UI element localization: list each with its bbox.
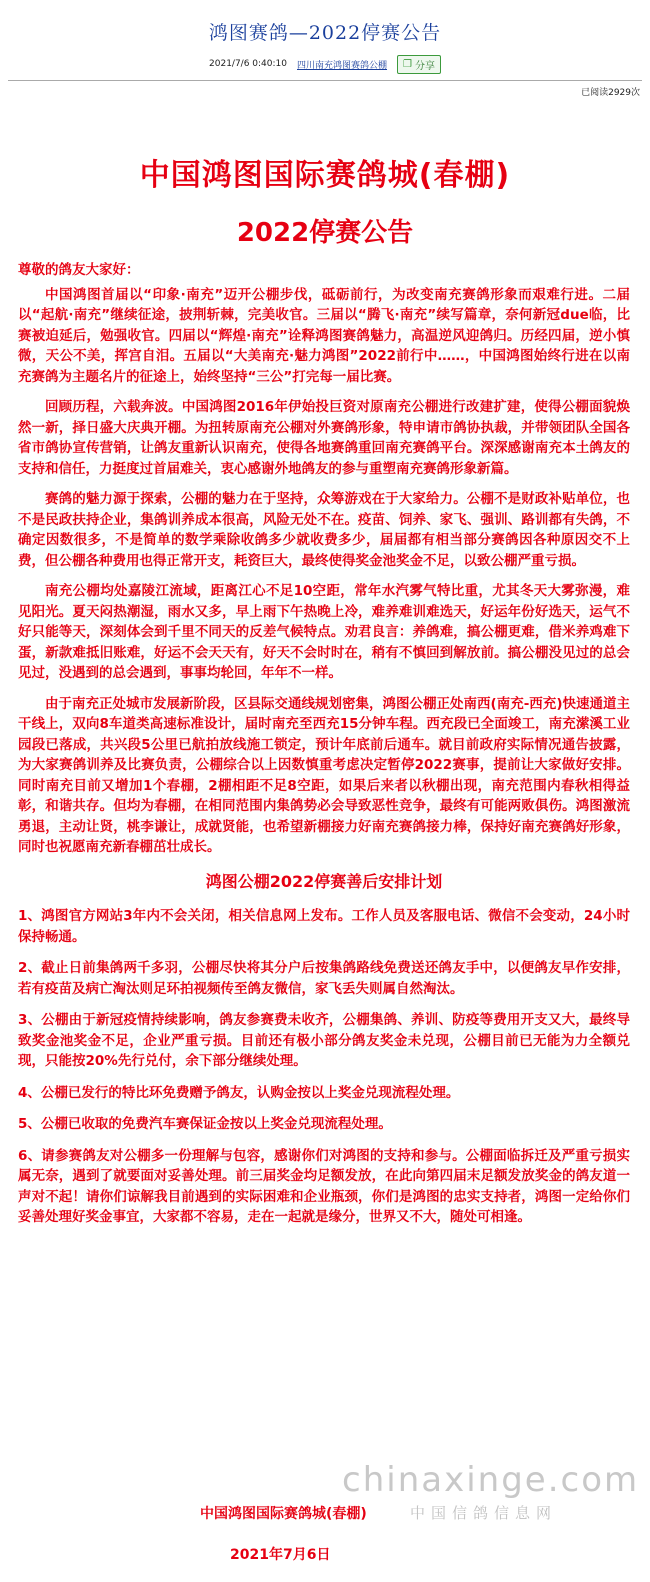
read-count: 已阅读2929次 (581, 88, 640, 98)
doc-date: 2021年7月6日 (230, 1547, 331, 1563)
plan-item: 6、请参赛鸽友对公棚多一份理解与包容，感谢你们对鸿图的支持和参与。公棚面临拆迁及严重亏损实属无奈，遇到了就要面对妥善处理。前三届奖金均足额发放，在此向第四届末足额发放奖金的鸽友道一声对不起！请你们谅解我目前遇到的实际困难和企业瓶颈，你们是鸿图的忠实支持者，鸿图一定给你们妥善处理好奖金事宜，大家都不容易，走在一起就是缘分，世界又不大，随处可相逢。 (18, 1147, 630, 1225)
share-label: 分享 (414, 60, 435, 72)
plan-title: 鸿图公棚2022停赛善后安排计划 (205, 871, 443, 891)
plan-item: 4、公棚已发行的特比环免费赠予鸽友，认购金按以上奖金兑现流程处理。 (18, 1084, 460, 1101)
meta-row (0, 52, 650, 76)
greeting: 尊敬的鸽友大家好： (18, 262, 140, 278)
source-link[interactable]: 四川南充鸿图赛鸽公棚 (297, 60, 388, 71)
doc-title: 中国鸿图国际赛鸽城(春棚) (139, 158, 511, 193)
doc-subtitle: 2022停赛公告 (236, 218, 414, 248)
paragraph: 回顾历程，六载奔波。中国鸿图2016年伊始投巨资对原南充公棚进行改建扩建，使得公棚面貌焕然一新，择日盛大庆典开棚。为扭转原南充公棚对外赛鸽形象，特申请市鸽协执裁，并带领团队全国各省市鸽协宣传营销，让鸽友重新认识南充，使得各地赛鸽重回南充赛鸽平台。深深感谢南充本土鸽友的支持和信任，力挺度过首届难关，衷心感谢外地鸽友的参与重塑南充赛鸽形象新篇。 (18, 399, 630, 477)
header-divider (8, 80, 642, 81)
page-title: 鸿图赛鸽—2022停赛公告 (208, 22, 442, 44)
plan-item: 3、公棚由于新冠疫情持续影响，鸽友参赛费未收齐，公棚集鸽、养训、防疫等费用开支又大，最终导致奖金池奖金不足，企业严重亏损。目前还有极小部分鸽友奖金未兑现，公棚目前已无能为力全额兑现，只能按20%先行兑付，余下部分继续处理。 (18, 1012, 630, 1069)
paragraph: 由于南充正处城市发展新阶段，区县际交通线规划密集，鸿图公棚正处南西(南充-西充)快速通道主干线上，双向8车道类高速标准设计，届时南充至西充15分钟车程。西充段已全面竣工，南充潆溪工业园段已落成，共兴段5公里已航拍放线施工锁定，预计年底前后通车。就目前政府实际情况通告披露，为大家赛鸽训养及比赛负责，公棚综合以上因数慎重考虑决定暂停2022赛事，提前让大家做好安排。同时南充目前又增加1个春棚，2棚相距不足8空距，如果后来者以秋棚出现，南充范围内春秋相得益彰，和谐共存。但均为春棚，在相同范围内集鸽势必会导致恶性竞争，最终有可能两败俱伤。鸿图激流勇退，主动让贤，桃李谦让，成就贤能，也希望新棚接力好南充赛鸽接力棒，保持好南充赛鸽好形象，同时也祝愿南充新春棚茁壮成长。 (18, 695, 630, 855)
publish-datetime: 2021/7/6 0:40:10 (209, 59, 287, 69)
doc-signature: 中国鸿图国际赛鸽城(春棚) (200, 1506, 367, 1522)
paragraph: 赛鸽的魅力源于探索，公棚的魅力在于坚持，众筹游戏在于大家给力。公棚不是财政补贴单位，也不是民政扶持企业，集鸽训养成本很高，风险无处不在。疫苗、饲养、家飞、强训、路训都有失鸽，不确定因数很多，不是简单的数学乘除收鸽多少就收费多少，届届都有相当部分赛鸽因各种原因交不上费，但公棚各种费用也得正常开支，耗资巨大，最终使得奖金池奖金不足，以致公棚严重亏损。 (18, 491, 630, 569)
share-button[interactable] (397, 55, 441, 74)
plan-item: 2、截止日前集鸽两千多羽，公棚尽快将其分户后按集鸽路线免费送还鸽友手中，以便鸽友早作安排，若有疫苗及病亡淘汰则足环拍视频传至鸽友微信，家飞丢失则属自然淘汰。 (18, 960, 630, 997)
article-header (0, 0, 650, 99)
watermark-cn: 中国信鸽信息网 (410, 1504, 558, 1522)
paragraph: 南充公棚均处嘉陵江流域，距离江心不足10空距，常年水汽雾气特比重，尤其冬天大雾弥漫，难见阳光。夏天闷热潮湿，雨水又多，早上雨下午热晚上冷，难养难训难选天，好运年份好选天，运气不好只能等天，深刻体会到千里不同天的反差气候特点。劝君良言：养鸽难，搞公棚更难，借米养鸡难下蛋，新款难抵旧账难，好运不会天天有，好天不会时时在，稍有不慎回到解放前。搞公棚没见过的总会见过，没遇到的总会遇到，事事均轮回，年年不一样。 (18, 583, 630, 681)
doc-body (18, 260, 630, 1239)
paragraph: 中国鸿图首届以“印象·南充”迈开公棚步伐，砥砺前行，为改变南充赛鸽形象而艰难行进。二届以“起航·南充”继续征途，披荆斩棘，完美收官。三届以“腾飞·南充”续写篇章，奈何新冠due临，比赛被迫延后，勉强收官。四届以“辉煌·南充”诠释鸿图赛鸽魅力，高温逆风迎鸽归。历经四届，逆小慎微，天公不美，挥宫自泪。五届以“大美南充·魅力鸿图”2022前行中……，中国鸿图始终行进在以南充赛鸽为主题名片的征途上，始终坚持“三公”打完每一届比赛。 (18, 286, 630, 385)
share-icon: ❐ (403, 58, 412, 70)
plan-item: 5、公棚已收取的免费汽车赛保证金按以上奖金兑现流程处理。 (18, 1116, 392, 1132)
watermark-latin: chinaxinge.com (342, 1460, 640, 1500)
plan-item: 1、鸿图官方网站3年内不会关闭，相关信息网上发布。工作人员及客服电话、微信不会变动，24小时保持畅通。 (18, 908, 630, 945)
